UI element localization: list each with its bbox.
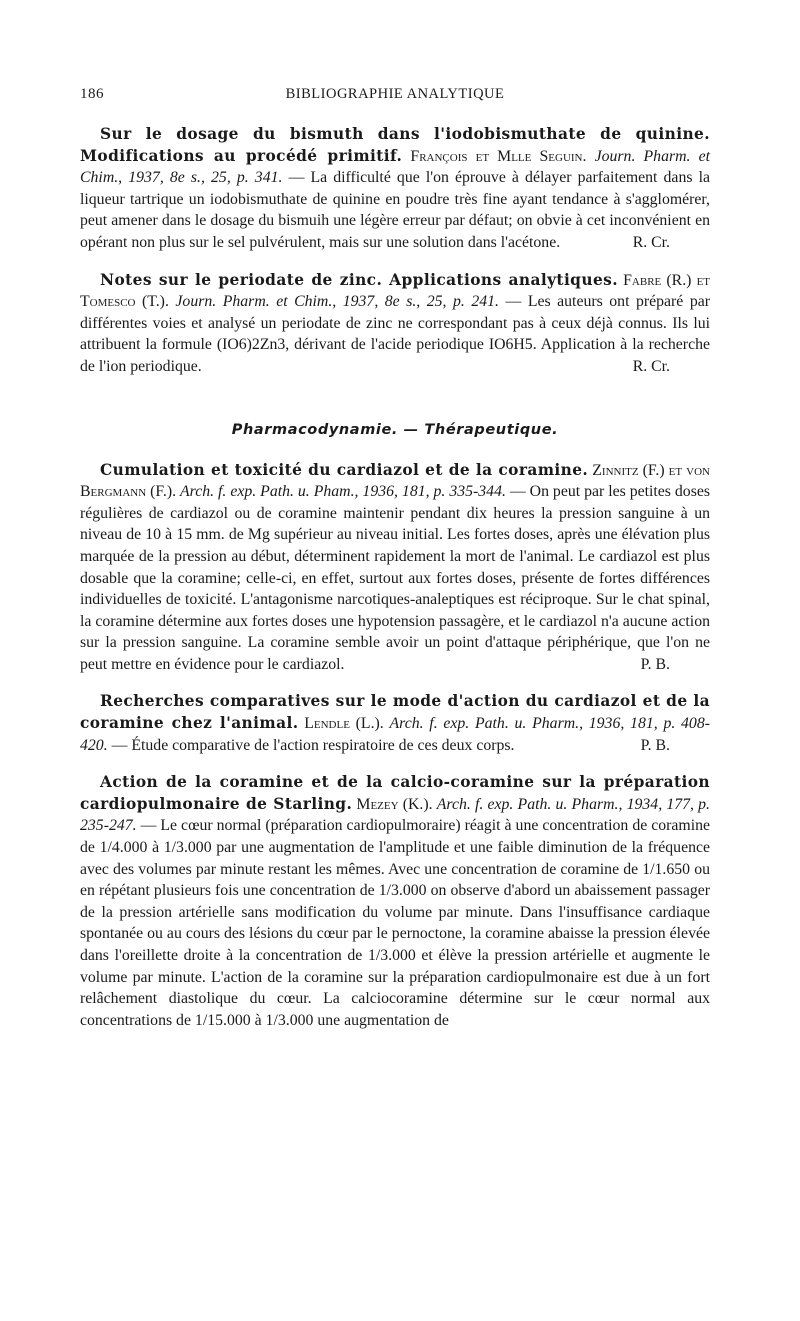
entry-citation: Journ. Pharm. et Chim., 1937, 8e s., 25, p. 241. [175,293,500,311]
entry-authors: Mezey (K.). [356,795,433,813]
entry-title: Recherches comparatives sur le mode d'action du cardiazol et de la coramine chez l'animal. [80,692,710,733]
entry-title: Notes sur le periodate de zinc. Applications analytiques. [100,270,618,289]
entry-title: Action de la coramine et de la calcio-coramine sur la préparation cardiopulmonaire de Starling. [80,773,710,813]
entry-signature: R. Cr. [632,357,670,375]
entry-citation: Arch. f. exp. Path. u. Pham., 1936, 181, p. 335-344. [180,483,506,501]
entry-body: — On peut par les petites doses régulières de cardiazol ou de coramine maintenir pendant dix heures la pression sanguine à un niveau de 10 à 15 mm. de Mg supérieur au niveau initial. Les fortes doses, après une élévation plus marquée de la pression au début, déterminent rapidement la mort de l'animal. Le cardiazol est plus dosable que la coramine; celle-ci, en effet, surtout aux fortes doses, présente de fortes différences individuelles de toxicité. L'antagonisme narcotiques-analeptiques est réciproque. Sur le chat spinal, la coramine détermine aux fortes doses une hypotension passagère, et le cardiazol n'a aucune action sur la pression sanguine. La coramine semble avoir un point d'attaque périphérique, que l'on ne peut mettre en évidence pour le cardiazol. [80,483,711,673]
entry-body: — Les auteurs ont préparé par différentes voies et analysé un periodate de zinc ne correspondant pas à ceux déjà connus. Ils lui attribuent la formule (IO6)2Zn3, dérivant de l'acide periodique IO6H5. Application à la recherche de l'ion periodique. [80,293,710,375]
entry-authors: Zinnitz (F.) et von Bergmann (F.). [80,461,710,501]
page-number: 186 [80,86,104,102]
entry-citation: Arch. f. exp. Path. u. Pharm., 1934, 177, p. 235-247. [80,795,710,835]
bibliography-entry [80,270,710,378]
bibliography-entry [80,691,710,756]
entry-citation: Journ. Pharm. et Chim., 1937, 8e s., 25, p. 341. [80,147,711,187]
entry-authors: Lendle (L.). [304,715,384,733]
section-heading: Pharmacodynamie. — Thérapeutique. [231,421,559,438]
entry-title: Sur le dosage du bismuth dans l'iodobismuthate de quinine. Modifications au procédé primitif. [80,125,710,165]
entry-body: — Le cœur normal (préparation cardiopulmoraire) réagit à une concentration de coramine de 1/4.000 à 1/3.000 par une augmentation de l'amplitude et une faible diminution de la fréquence avec des volumes par minute restant les mêmes. Avec une concentration de coramine de 1/1.650 ou en répétant plusieurs fois une concentration de 1/3.000 on observe d'abord un abaissement passager de la pression artérielle sans modification du volume par minute. Dans l'insuffisance cardiaque spontanée ou au cours des lésions du cœur par le pernoctone, la coramine abaisse la pression élevée dans l'oreillette droite à la concentration de 1/3.000 et élève la pression artérielle et augmente le volume par minute. L'action de la coramine sur la préparation cardiopulmonaire est due à un fort relâchement diastolique du cœur. La calciocoramine détermine sur le cœur normal aux concentrations de 1/15.000 à 1/3.000 une augmentation de [80,817,710,1029]
entry-authors: Fabre (R.) et Tomesco (T.). [80,271,711,311]
running-title: BIBLIOGRAPHIE ANALYTIQUE [285,86,505,102]
page-header [80,86,710,108]
bibliography-entry [80,772,710,1031]
document-page [80,86,710,1031]
bibliography-entry [80,124,710,254]
entry-signature: P. B. [640,655,670,673]
entry-title: Cumulation et toxicité du cardiazol et de la coramine. [100,460,589,479]
entry-authors: François et Mlle Seguin. [410,147,587,165]
entry-signature: P. B. [640,736,670,754]
entry-signature: R. Cr. [632,233,670,251]
entry-body: — La difficulté que l'on éprouve à délayer parfaitement dans la liqueur tartrique un iodobismuthate de quinine en poudre très fine ayant tendance à s'agglomérer, peut amener dans le dosage du bismuih une légère erreur par défaut; on obvie à cet inconvénient en opérant non plus sur le sel pulvérulent, mais sur une solution dans l'acétone. [80,169,710,251]
bibliography-entry [80,460,710,676]
entry-body: — Étude comparative de l'action respiratoire de ces deux corps. [111,736,515,754]
entry-citation: Arch. f. exp. Path. u. Pharm., 1936, 181, p. 408-420. [80,715,710,754]
